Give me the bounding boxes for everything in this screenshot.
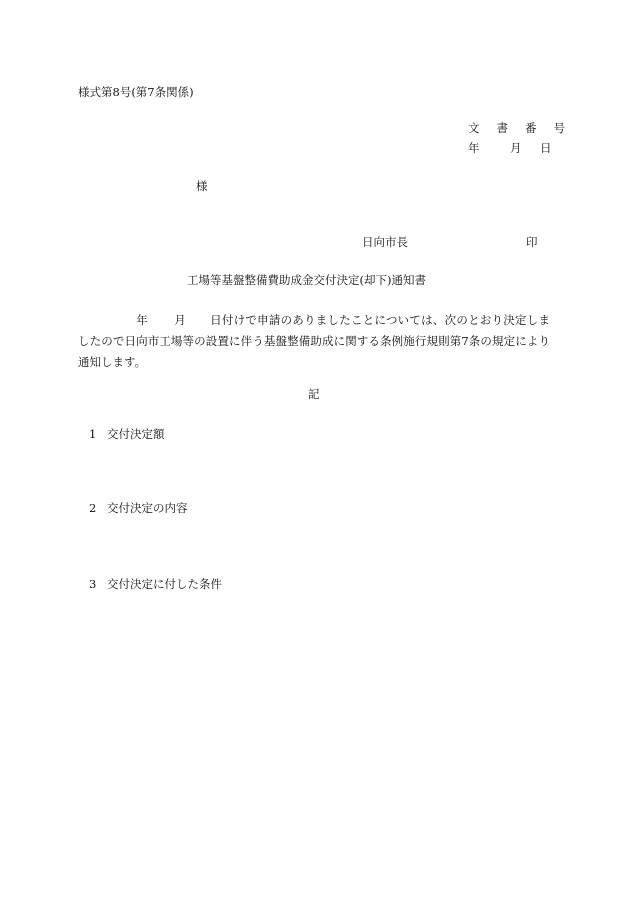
form-label: 様式第8号(第7条関係) bbox=[78, 85, 194, 99]
doc-number-char: 文 bbox=[468, 121, 480, 135]
item-label: 交付決定額 bbox=[107, 427, 165, 441]
item-label: 交付決定に付した条件 bbox=[107, 577, 222, 591]
document-title: 工場等基盤整備費助成金交付決定(却下)通知書 bbox=[187, 273, 426, 287]
list-item bbox=[89, 502, 188, 516]
document-number-label bbox=[468, 122, 565, 136]
addressee-suffix: 様 bbox=[196, 179, 208, 193]
seal-mark: 印 bbox=[526, 235, 538, 249]
body-year: 年 bbox=[136, 313, 148, 327]
doc-number-char: 書 bbox=[496, 121, 508, 135]
date-day: 日 bbox=[540, 141, 552, 155]
doc-number-char: 番 bbox=[525, 121, 537, 135]
item-number: 2 bbox=[89, 501, 97, 515]
date-year: 年 bbox=[468, 141, 480, 155]
item-number: 3 bbox=[89, 577, 97, 591]
date-line bbox=[468, 142, 552, 156]
list-item bbox=[89, 578, 222, 592]
body-text: 日付けで申請のありましたことについては、次のとおり決定しましたので日向市工場等の設置に伴う基盤整備助成に関する条例施行規則第7条の規定により通知します。 bbox=[78, 313, 550, 369]
list-item bbox=[89, 428, 165, 442]
doc-number-char: 号 bbox=[553, 121, 565, 135]
item-label: 交付決定の内容 bbox=[107, 501, 188, 515]
ki-heading: 記 bbox=[308, 387, 320, 401]
item-number: 1 bbox=[89, 427, 97, 441]
sender-title: 日向市長 bbox=[362, 235, 408, 249]
notice-body bbox=[78, 310, 550, 373]
body-month: 月 bbox=[173, 313, 186, 327]
date-month: 月 bbox=[510, 141, 522, 155]
